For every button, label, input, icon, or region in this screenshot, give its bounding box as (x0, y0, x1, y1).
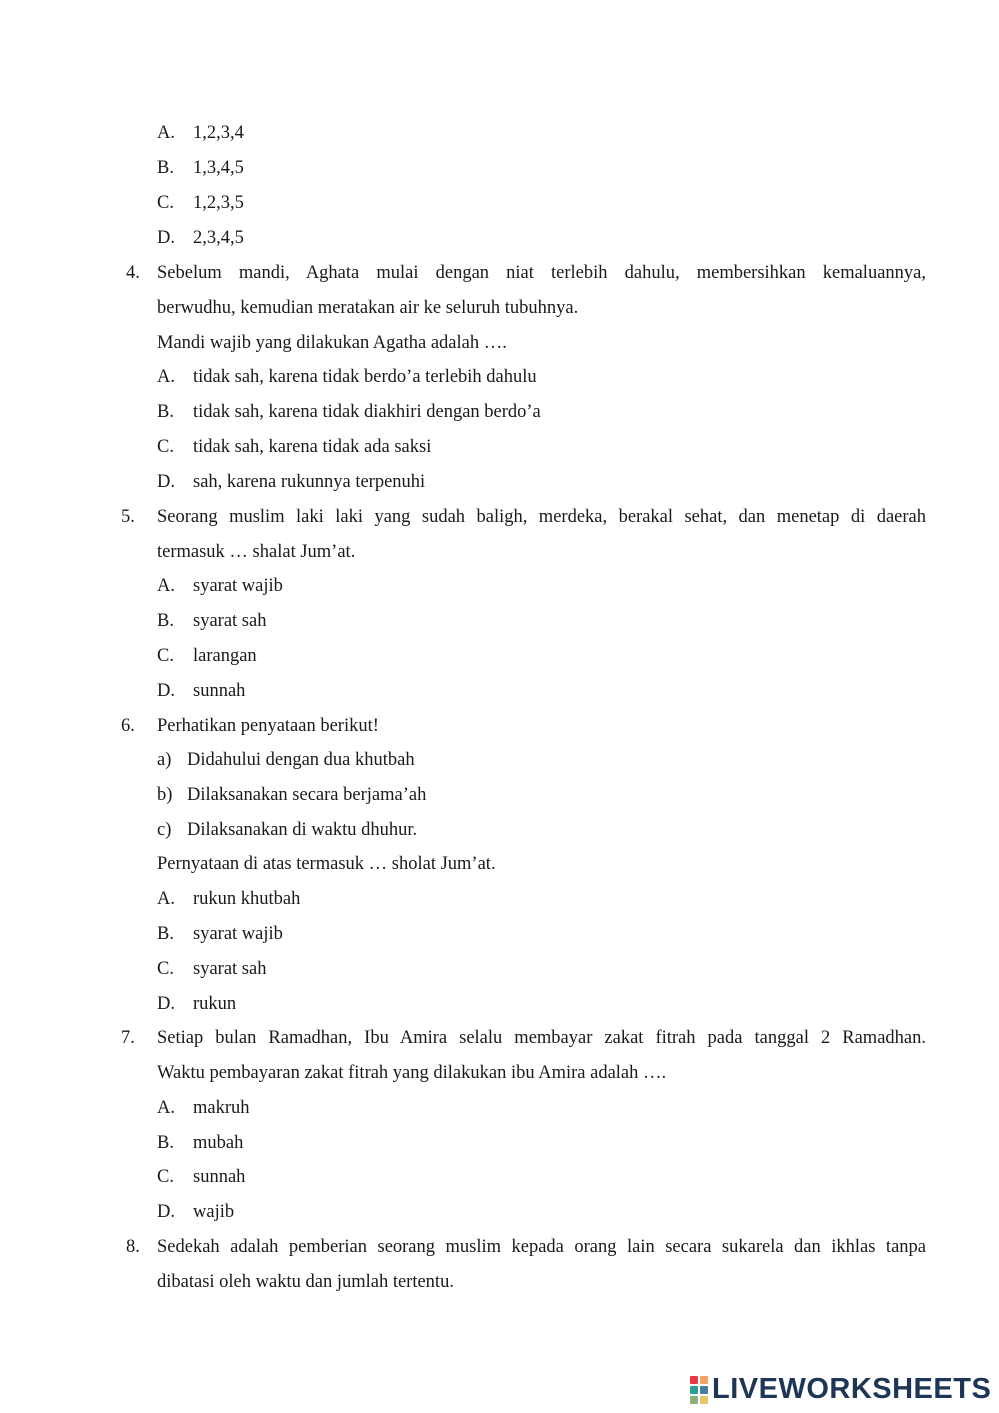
q4-option-b: B. tidak sah, karena tidak diakhiri dengan berdo’a (157, 402, 541, 422)
q4-option-c: C. tidak sah, karena tidak ada saksi (157, 437, 432, 457)
q6-option-d: D. rukun (157, 994, 237, 1014)
logo-square (690, 1396, 698, 1404)
logo-square (700, 1376, 708, 1384)
q4-option-d: D. sah, karena rukunnya terpenuhi (157, 472, 426, 492)
q5-text-line1: Seorang muslim laki laki yang sudah baligh, merdeka, berakal sehat, dan menetap di daerah (157, 507, 926, 527)
q5-option-c: C. larangan (157, 646, 257, 666)
q4-text-line2: berwudhu, kemudian meratakan air ke seluruh tubuhnya. (157, 298, 579, 318)
q7-number: 7. (121, 1028, 135, 1048)
logo-square (700, 1386, 708, 1394)
q6-statement-b: b) Dilaksanakan secara berjama’ah (157, 785, 427, 805)
q8-text-line1: Sedekah adalah pemberian seorang muslim kepada orang lain secara sukarela dan ikhlas tanpa (157, 1237, 926, 1257)
q3-option-b: B. 1,3,4,5 (157, 158, 244, 178)
q7-option-b: B. mubah (157, 1133, 244, 1153)
q4-question: Mandi wajib yang dilakukan Agatha adalah …. (157, 333, 507, 353)
q5-option-d: D. sunnah (157, 681, 246, 701)
q6-option-a: A. rukun khutbah (157, 889, 301, 909)
liveworksheets-logo-icon (690, 1376, 708, 1404)
q6-number: 6. (121, 716, 135, 736)
q7-question: Waktu pembayaran zakat fitrah yang dilakukan ibu Amira adalah …. (157, 1063, 667, 1083)
q5-option-a: A. syarat wajib (157, 576, 283, 596)
q8-number: 8. (126, 1237, 140, 1257)
q7-text-line1: Setiap bulan Ramadhan, Ibu Amira selalu membayar zakat fitrah pada tanggal 2 Ramadhan. (157, 1028, 926, 1048)
logo-square (690, 1376, 698, 1384)
q8-text-line2: dibatasi oleh waktu dan jumlah tertentu. (157, 1272, 454, 1292)
q7-option-c: C. sunnah (157, 1167, 246, 1187)
q4-number: 4. (126, 263, 140, 283)
q6-statement-c: c) Dilaksanakan di waktu dhuhur. (157, 820, 418, 840)
q4-option-a: A. tidak sah, karena tidak berdo’a terlebih dahulu (157, 367, 537, 387)
q3-option-d: D. 2,3,4,5 (157, 228, 244, 248)
logo-square (700, 1396, 708, 1404)
q3-option-a: A. 1,2,3,4 (157, 123, 244, 143)
q6-option-c: C. syarat sah (157, 959, 267, 979)
q6-text-line1: Perhatikan penyataan berikut! (157, 716, 379, 736)
q3-option-c: C. 1,2,3,5 (157, 193, 244, 213)
q6-statement-a: a) Didahului dengan dua khutbah (157, 750, 415, 770)
q7-option-a: A. makruh (157, 1098, 250, 1118)
q7-option-d: D. wajib (157, 1202, 235, 1222)
q4-text-line1: Sebelum mandi, Aghata mulai dengan niat terlebih dahulu, membersihkan kemaluannya, (157, 263, 926, 283)
q5-option-b: B. syarat sah (157, 611, 267, 631)
liveworksheets-logo[interactable] (690, 1373, 991, 1406)
q6-option-b: B. syarat wajib (157, 924, 283, 944)
q5-text-line2: termasuk … shalat Jum’at. (157, 542, 356, 562)
logo-square (690, 1386, 698, 1394)
brand-name: LIVEWORKSHEETS (712, 1373, 992, 1405)
q5-number: 5. (121, 507, 135, 527)
q6-question: Pernyataan di atas termasuk … sholat Jum’at. (157, 854, 496, 874)
